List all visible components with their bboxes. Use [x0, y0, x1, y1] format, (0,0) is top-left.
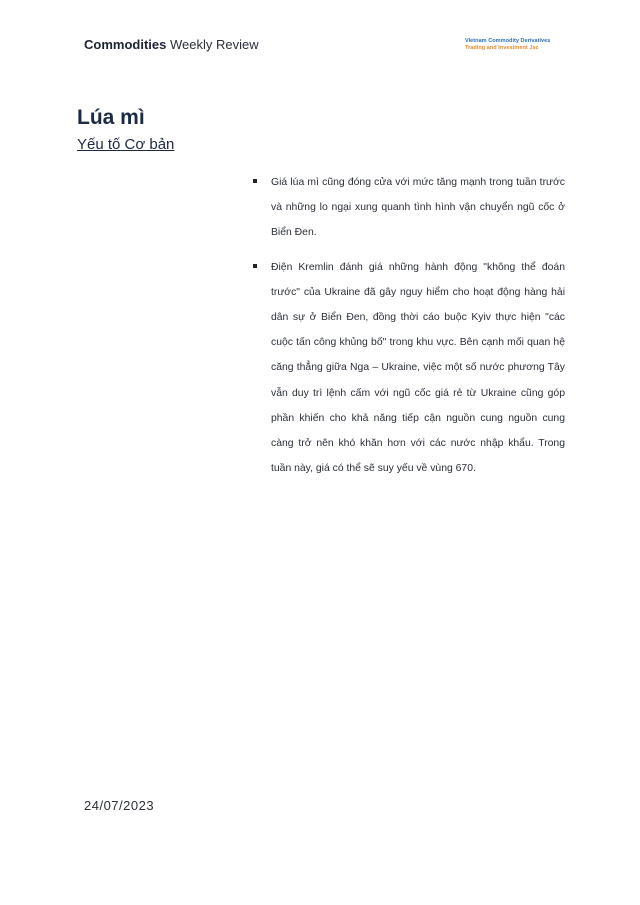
- bullet-square-icon: [253, 264, 257, 268]
- section-title: Lúa mì: [77, 106, 145, 129]
- company-logo: [465, 38, 550, 52]
- logo-line-2: Trading and Investment Jsc: [465, 45, 539, 51]
- list-item: [253, 255, 565, 482]
- header-subtitle: Weekly Review: [169, 37, 259, 52]
- section-subtitle: Yếu tố Cơ bản: [77, 136, 175, 153]
- footer-date: 24/07/2023: [84, 798, 155, 813]
- bullet-square-icon: [253, 179, 257, 183]
- page-header: [84, 37, 259, 52]
- logo-line-1: Vietnam Commodity Derivatives: [465, 38, 551, 44]
- list-item: [253, 170, 565, 246]
- bullet-text: Giá lúa mì cũng đóng cửa với mức tăng mạnh trong tuần trước và những lo ngại xung quanh tình hình vận chuyển ngũ cốc ở Biển Đen.: [271, 177, 565, 239]
- bullet-text: Điện Kremlin đánh giá những hành động "không thể đoán trước" của Ukraine đã gây nguy hiểm cho hoạt động hàng hải dân sự ở Biển Đen, đồng thời cáo buộc Kyiv thực hiện "các cuộc tấn công khủng bố" trong khu vực. Bên cạnh mối quan hệ căng thẳng giữa Nga – Ukraine, việc một số nước phương Tây vẫn duy trì lệnh cấm với ngũ cốc giá rẻ từ Ukraine cũng góp phần khiến cho khả năng tiếp cận nguồn cung nguồn cung càng trở nên khó khăn hơn với các nước nhập khẩu. Trong tuần này, giá có thể sẽ suy yếu về vùng 670.: [271, 261, 565, 475]
- bullet-list: [253, 170, 565, 490]
- header-brand: Commodities: [84, 37, 167, 52]
